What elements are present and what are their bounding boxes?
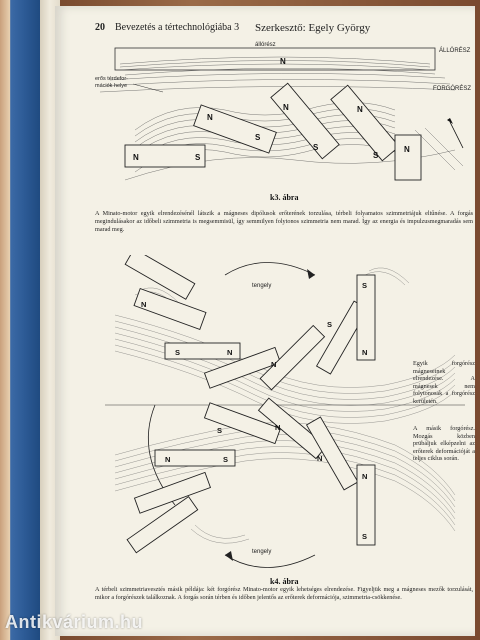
rotor-pole-n-4: N xyxy=(357,105,363,114)
f2-pole-n-f: N xyxy=(275,423,281,432)
label-rotor-right: FORGÓRÉSZ xyxy=(433,86,472,92)
figure-caption-k3: k3. ábra xyxy=(270,193,299,202)
stator-pole-n: N xyxy=(280,57,286,66)
f2-pole-n-e: N xyxy=(165,455,171,464)
paragraph-2: A térbeli szimmetriavesztés másik példája: két forgórész Minato-motor egyik lehetséges elrendezése. Figyeljük meg a mágneses mezők torzulását, mikor a forgórészek találkoznak. A forgás során térben és időben jelentős az erőterek deformációja, szimmetria-csökkenése. xyxy=(95,586,473,601)
label-deform-1: erős térdefor- xyxy=(95,76,129,82)
label-stator-right: ÁLLÓRÉSZ xyxy=(439,48,471,54)
f2-pole-n-d: N xyxy=(362,348,368,357)
book-spine xyxy=(0,0,40,640)
rotor-pole-n-1: N xyxy=(133,153,139,162)
rotor-pole-n-5: N xyxy=(404,145,410,154)
f2-pole-s-e: S xyxy=(223,455,229,464)
f2-pole-n-b: N xyxy=(227,348,233,357)
rotor-pole-s-4: S xyxy=(373,151,379,160)
page-number: 20 xyxy=(95,22,105,33)
f2-pole-s-c: S xyxy=(362,281,368,290)
side-note-rotor-2: A másik forgórész. Mozgás közben prübáljuk elképzelni az erőterek deformációját a teljes ciklus során. xyxy=(413,425,475,463)
label-stator: állórész xyxy=(255,42,276,48)
watermark: Antikvárium.hu xyxy=(5,612,144,632)
f2-pole-n-h: N xyxy=(362,472,368,481)
running-title: Bevezetés a tértechnológiába 3 xyxy=(115,22,240,33)
label-deform-2: mációk helye xyxy=(95,83,128,89)
paragraph-1: A Minato-motor egyik elrendezésénél látszik a mágneses dipólusok erőterének torzulása, térbeli folyamatos szimmetriájuk eltűnése. A forgás megindulásakor az időbeli szimmetria is megsemmisül, így semmilyen folytonos szimmetria nem marad. Így az energia és impulzusmegmaradás sem marad meg. xyxy=(95,210,473,233)
rotor-pole-s-3: S xyxy=(313,143,319,152)
f2-pole-n-a: N xyxy=(141,300,147,309)
f2-pole-s-a: S xyxy=(175,348,181,357)
editor-credit: Szerkesztő: Egely György xyxy=(255,22,371,34)
f2-pole-s-d: S xyxy=(217,426,223,435)
label-axis-top: tengely xyxy=(252,283,272,289)
figure-k4 xyxy=(95,255,475,575)
rotor-pole-s-2: S xyxy=(255,133,261,142)
f2-pole-n-g: N xyxy=(317,454,323,463)
rotor-pole-s-1: S xyxy=(195,153,201,162)
rotor-pole-n-2: N xyxy=(207,113,213,122)
page-header xyxy=(95,22,475,36)
label-axis-bottom: tengely xyxy=(252,549,272,555)
side-note-rotor-1: Egyik forgórész mágneseinek elrendezése. A mágnesek nem folytonosak a forgórész kerületén. xyxy=(413,360,475,405)
figure-k3 xyxy=(95,40,475,190)
f2-pole-s-b: S xyxy=(327,320,333,329)
figure-caption-k4: k4. ábra xyxy=(270,577,299,586)
f2-pole-n-c: N xyxy=(271,360,277,369)
f2-pole-s-f: S xyxy=(362,532,368,541)
rotor-pole-n-3: N xyxy=(283,103,289,112)
